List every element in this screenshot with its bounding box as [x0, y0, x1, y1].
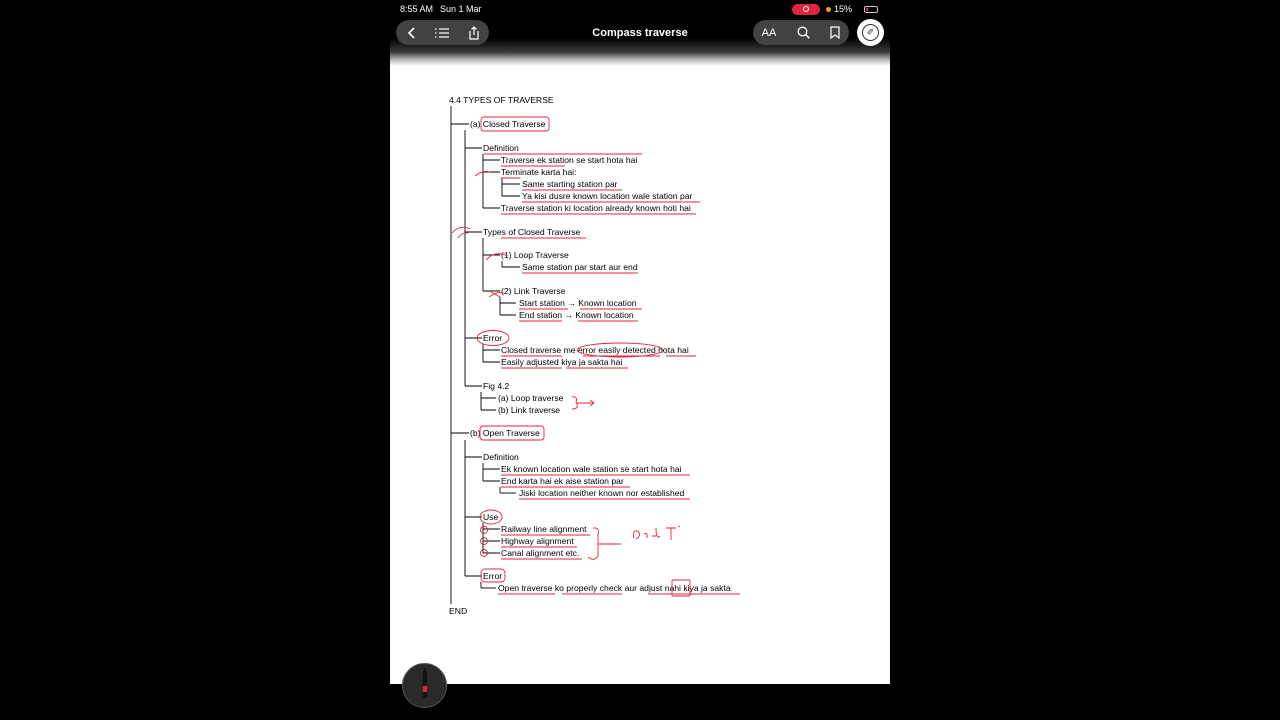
handwritten-annotations	[390, 0, 890, 684]
tree-text: Open traverse ko properly check aur adjust nahi kiya ja sakta	[498, 583, 731, 593]
document-title: Compass traverse	[592, 27, 688, 39]
use-heading: Use	[483, 512, 499, 522]
tree-text: End station → Known location	[519, 310, 634, 320]
closed-traverse-heading: (a) Closed Traverse	[470, 119, 546, 129]
document-viewer	[390, 0, 890, 684]
markup-icon: ✐	[862, 24, 879, 41]
open-traverse-heading: (b) Open Traverse	[470, 428, 540, 438]
tree-text: Traverse ek station se start hota hai	[501, 155, 638, 165]
status-date: Sun 1 Mar	[440, 4, 482, 14]
tree-text: Highway alignment	[501, 536, 574, 546]
tree-text: Ek known location wale station se start hota hai	[501, 464, 682, 474]
tree-text: Jiski location neither known nor established	[519, 488, 685, 498]
tree-text: Start station → Known location	[519, 298, 637, 308]
status-battery: 15%	[834, 4, 853, 14]
tree-text: Traverse station ki location already known hoti hai	[501, 203, 691, 213]
tree-text: Canal alignment etc.	[501, 548, 580, 558]
tree-text: Railway line alignment	[501, 524, 587, 534]
text-size-button[interactable]: AA	[761, 26, 777, 39]
pen-tool-icon	[403, 664, 448, 709]
tree-text: (2) Link Traverse	[501, 286, 566, 296]
tree-text: Easily adjusted kiya ja sakta hai	[501, 357, 623, 367]
tree-text: End karta hai ek aise station par	[501, 476, 624, 486]
open-error-heading: Error	[483, 571, 503, 581]
tree-text: Terminate karta hai:	[501, 167, 577, 177]
document-page	[390, 0, 890, 684]
closed-error-heading: Error	[483, 333, 503, 343]
tree-text: Ya kisi dusre known location wale station par	[522, 191, 693, 201]
pen-tool-button[interactable]	[402, 663, 447, 708]
fig-heading: Fig 4.2	[483, 381, 510, 391]
tree-text: (1) Loop Traverse	[501, 250, 569, 260]
tree-text: Same starting station par	[522, 179, 618, 189]
heading-types-of-traverse: 4.4 TYPES OF TRAVERSE	[449, 95, 554, 105]
status-time: 8:55 AM	[400, 4, 434, 14]
open-definition-heading: Definition	[483, 452, 519, 462]
end-text: END	[449, 606, 468, 616]
tree-text: (a) Loop traverse	[498, 393, 564, 403]
tree-text: Same station par start aur end	[522, 262, 638, 272]
closed-definition-heading: Definition	[483, 143, 519, 153]
types-closed-heading: Types of Closed Traverse	[483, 227, 581, 237]
tree-text: (b) Link traverse	[498, 405, 561, 415]
tree-text: Closed traverse me error easily detected hota hai	[501, 345, 689, 355]
